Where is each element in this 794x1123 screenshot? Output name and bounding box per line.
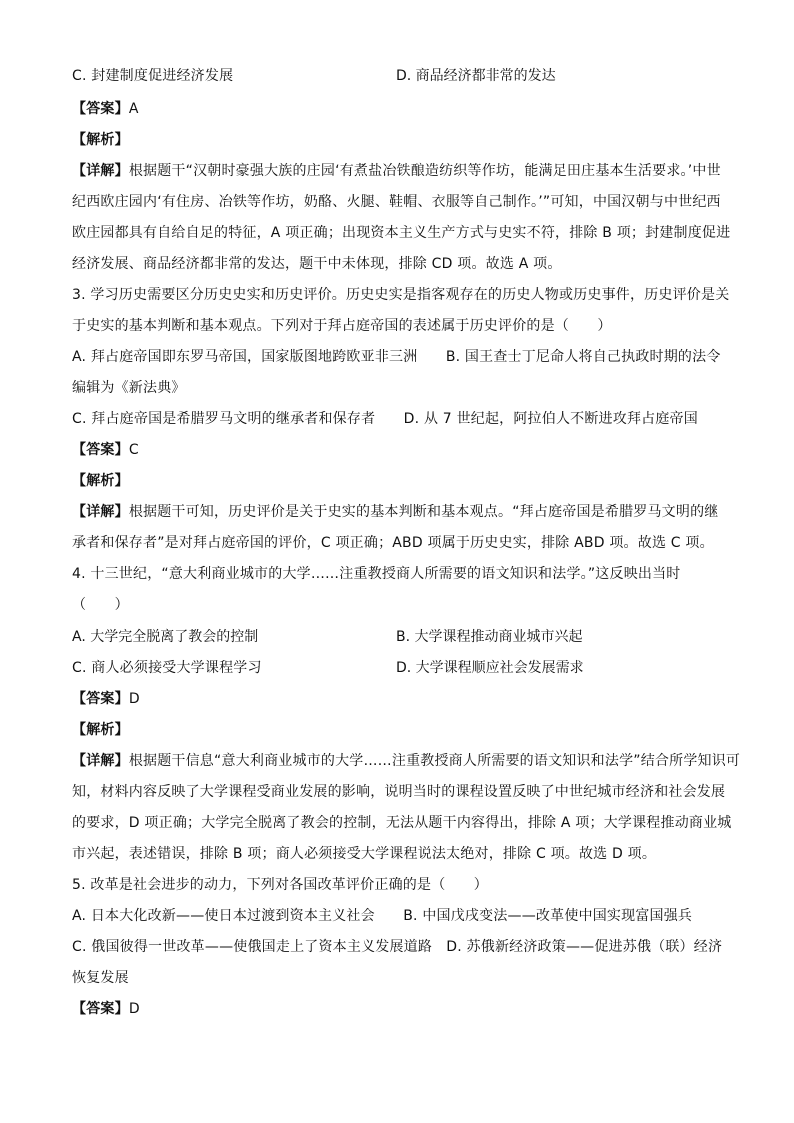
text-line: （ ） [72,597,129,613]
text-line: 【答案】D [72,1001,140,1017]
text-line: 的要求，D 项正确；大学完全脱离了教会的控制，无法从题干内容得出，排除 A 项；大学课程推动商业城 [72,815,732,831]
text-line: 经济发展、商品经济都非常的发达，题干中未体现，排除 CD 项。故选 A 项。 [72,256,562,272]
text-line: 【详解】根据题干“汉朝时豪强大族的庄园‘有煮盐冶铁酿造纺织等作坊，能满足田庄基本生活要求。’中世 [72,163,721,179]
text-line: 3. 学习历史需要区分历史史实和历史评价。历史史实是指客观存在的历史人物或历史事件，历史评价是关 [72,287,730,303]
text-line: 【答案】A [72,101,139,117]
text-line: 【解析】 [72,132,129,148]
text-line: C. 俄国彼得一世改革——使俄国走上了资本主义发展道路 D. 苏俄新经济政策——促进苏俄（联）经济 [72,939,723,955]
text-line: 知，材料内容反映了大学课程受商业发展的影响，说明当时的课程设置反映了中世纪城市经济和社会发展 [72,784,726,800]
text-line: 欧庄园都具有自给自足的特征，A 项正确；出现资本主义生产方式与史实不符，排除 B 项；封建制度促进 [72,225,731,241]
text-line: 【详解】根据题干可知，历史评价是关于史实的基本判断和基本观点。“拜占庭帝国是希腊罗马文明的继 [72,504,719,520]
text-line: 承者和保存者”是对拜占庭帝国的评价，C 项正确；ABD 项属于历史史实，排除 ABD 项。故选 C 项。 [72,535,714,551]
text-line: 纪西欧庄园内‘有住房、冶铁等作坊，奶酪、火腿、鞋帽、衣服等自己制作。’”可知，中国汉朝与中世纪西 [72,194,721,210]
text-line: C. 拜占庭帝国是希腊罗马文明的继承者和保存者 D. 从 7 世纪起，阿拉伯人不断进攻拜占庭帝国 [72,411,698,427]
right-column-option: D. 大学课程顺应社会发展需求 [396,660,584,676]
text-line: 市兴起，表述错误，排除 B 项；商人必须接受大学课程说法太绝对，排除 C 项。故选 D 项。 [72,846,657,862]
text-line: 5. 改革是社会进步的动力，下列对各国改革评价正确的是（ ） [72,877,489,893]
question-4-option-a: A. 大学完全脱离了教会的控制 [72,629,259,645]
text-line: 【解析】 [72,722,129,738]
text-line: C. 商人必须接受大学课程学习 [72,660,262,676]
text-line: 编辑为《新法典》 [72,380,186,396]
text-line: 【答案】D [72,691,140,707]
right-column-option: B. 大学课程推动商业城市兴起 [396,629,583,645]
text-line: 于史实的基本判断和基本观点。下列对于拜占庭帝国的表述属于历史评价的是（ ） [72,318,612,334]
right-column-option: D. 商品经济都非常的发达 [396,68,556,84]
text-line: A. 拜占庭帝国即东罗马帝国，国家版图地跨欧亚非三洲 B. 国王查士丁尼命人将自己执政时期的法令 [72,349,721,365]
text-line: 恢复发展 [72,970,129,986]
text-line: 4. 十三世纪，“意大利商业城市的大学……注重教授商人所需要的语文知识和法学。”这反映出当时 [72,566,681,582]
text-line: 【详解】根据题干信息“意大利商业城市的大学……注重教授商人所需要的语文知识和法学”结合所学知识可 [72,753,741,769]
text-line: A. 日本大化改新——使日本过渡到资本主义社会 B. 中国戊戌变法——改革使中国实现富国强兵 [72,908,693,924]
text-line: C. 封建制度促进经济发展 [72,68,234,84]
text-line: 【答案】C [72,442,139,458]
text-line: 【解析】 [72,473,129,489]
